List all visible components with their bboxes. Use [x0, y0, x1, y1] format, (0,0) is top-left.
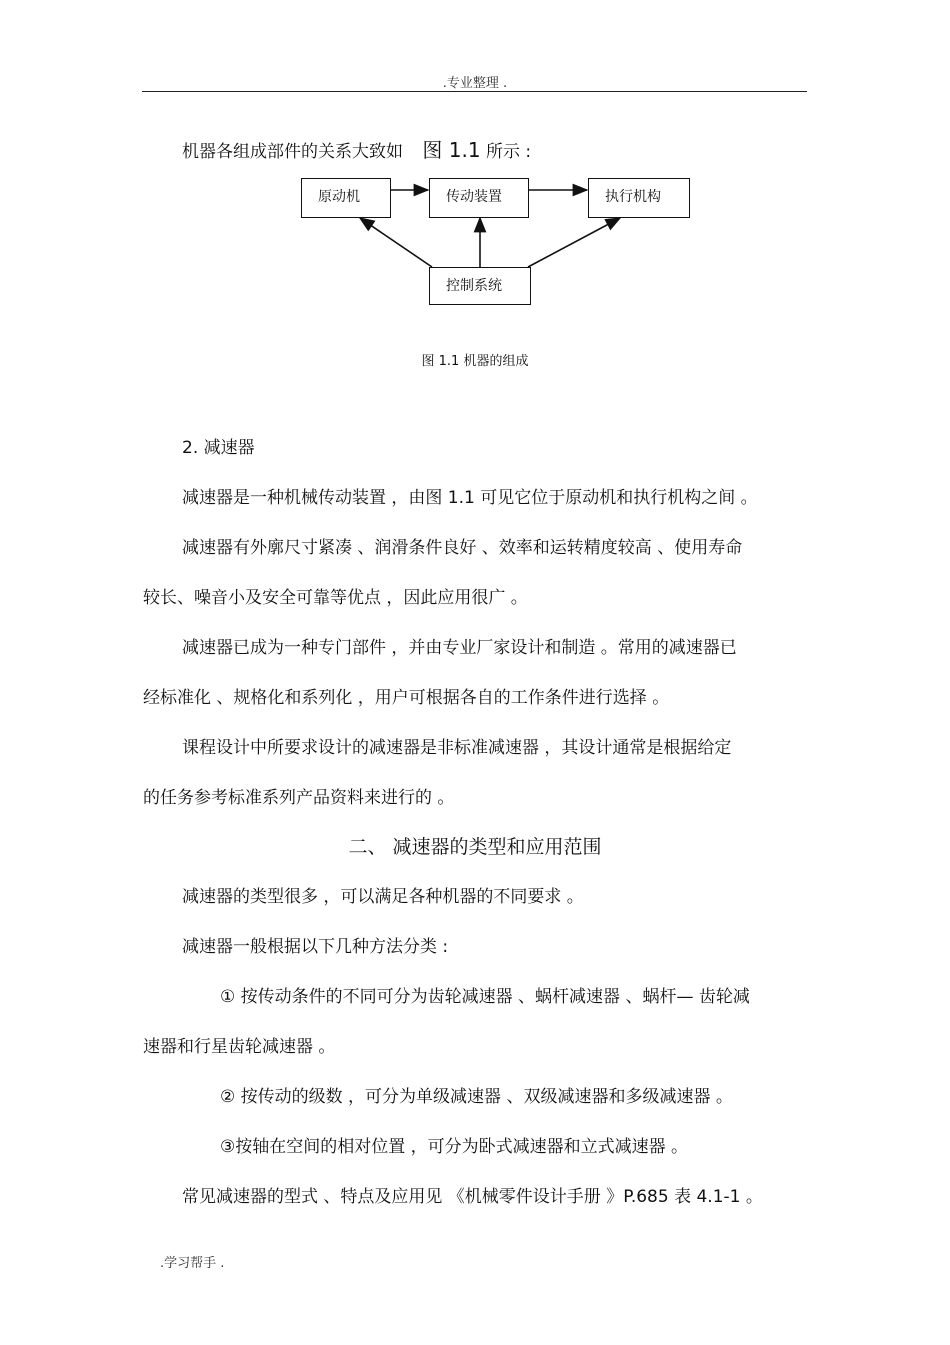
box-control-system: 控制系统 [429, 267, 531, 305]
types-item3: ③按轴在空间的相对位置 ，可分为卧式减速器和立式减速器 。 [220, 1137, 689, 1157]
box-transmission: 传动装置 [429, 178, 529, 218]
types-p3: 常见减速器的型式 、特点及应用见 《机械零件设计手册 》P.685 表 4.1-1 。 [182, 1187, 763, 1207]
arrow-control-to-actuator [528, 218, 620, 267]
intro-figure-ref: 图 1.1 [422, 138, 481, 162]
page-footer: .学习帮手 . [160, 1256, 225, 1271]
section-heading-types: 二、 减速器的类型和应用范围 [348, 836, 602, 858]
arrow-control-to-prime [360, 218, 432, 267]
types-item1-line1: ① 按传动条件的不同可分为齿轮减速器 、蜗杆减速器 、蜗杆— 齿轮减 [220, 987, 750, 1007]
types-item1-line2: 速器和行星齿轮减速器 。 [143, 1037, 336, 1057]
types-p1: 减速器的类型很多 ，可以满足各种机器的不同要求 。 [182, 887, 584, 907]
figure-caption: 图 1.1 机器的组成 [421, 354, 529, 369]
section2-p2-line2: 较长、噪音小及安全可靠等优点 ，因此应用很广 。 [143, 588, 528, 608]
section2-p4-line1: 课程设计中所要求设计的减速器是非标准减速器 ，其设计通常是根据给定 [182, 738, 732, 758]
types-p2: 减速器一般根据以下几种方法分类 : [182, 937, 449, 957]
section2-p3-line1: 减速器已成为一种专门部件 ，并由专业厂家设计和制造 。常用的减速器已 [182, 638, 737, 658]
intro-text-b: 所示 : [485, 142, 532, 162]
section2-p3-line2: 经标准化 、规格化和系列化 ，用户可根据各自的工作条件进行选择 。 [143, 688, 670, 708]
intro-text-a: 机器各组成部件的关系大致如 [182, 142, 403, 162]
page-header: .专业整理 . [442, 76, 508, 91]
types-item2: ② 按传动的级数 ，可分为单级减速器 、双级减速器和多级减速器 。 [220, 1087, 733, 1107]
section2-title: 2. 减速器 [182, 438, 255, 458]
section2-p2-line1: 减速器有外廓尺寸紧凑 、润滑条件良好 、效率和运转精度较高 、使用寿命 [182, 538, 743, 558]
box-prime-mover: 原动机 [301, 178, 391, 218]
box-actuator: 执行机构 [588, 178, 690, 218]
section2-p4-line2: 的任务参考标准系列产品资料来进行的 。 [143, 788, 455, 808]
section2-p1: 减速器是一种机械传动装置 ，由图 1.1 可见它位于原动机和执行机构之间 。 [182, 488, 758, 508]
